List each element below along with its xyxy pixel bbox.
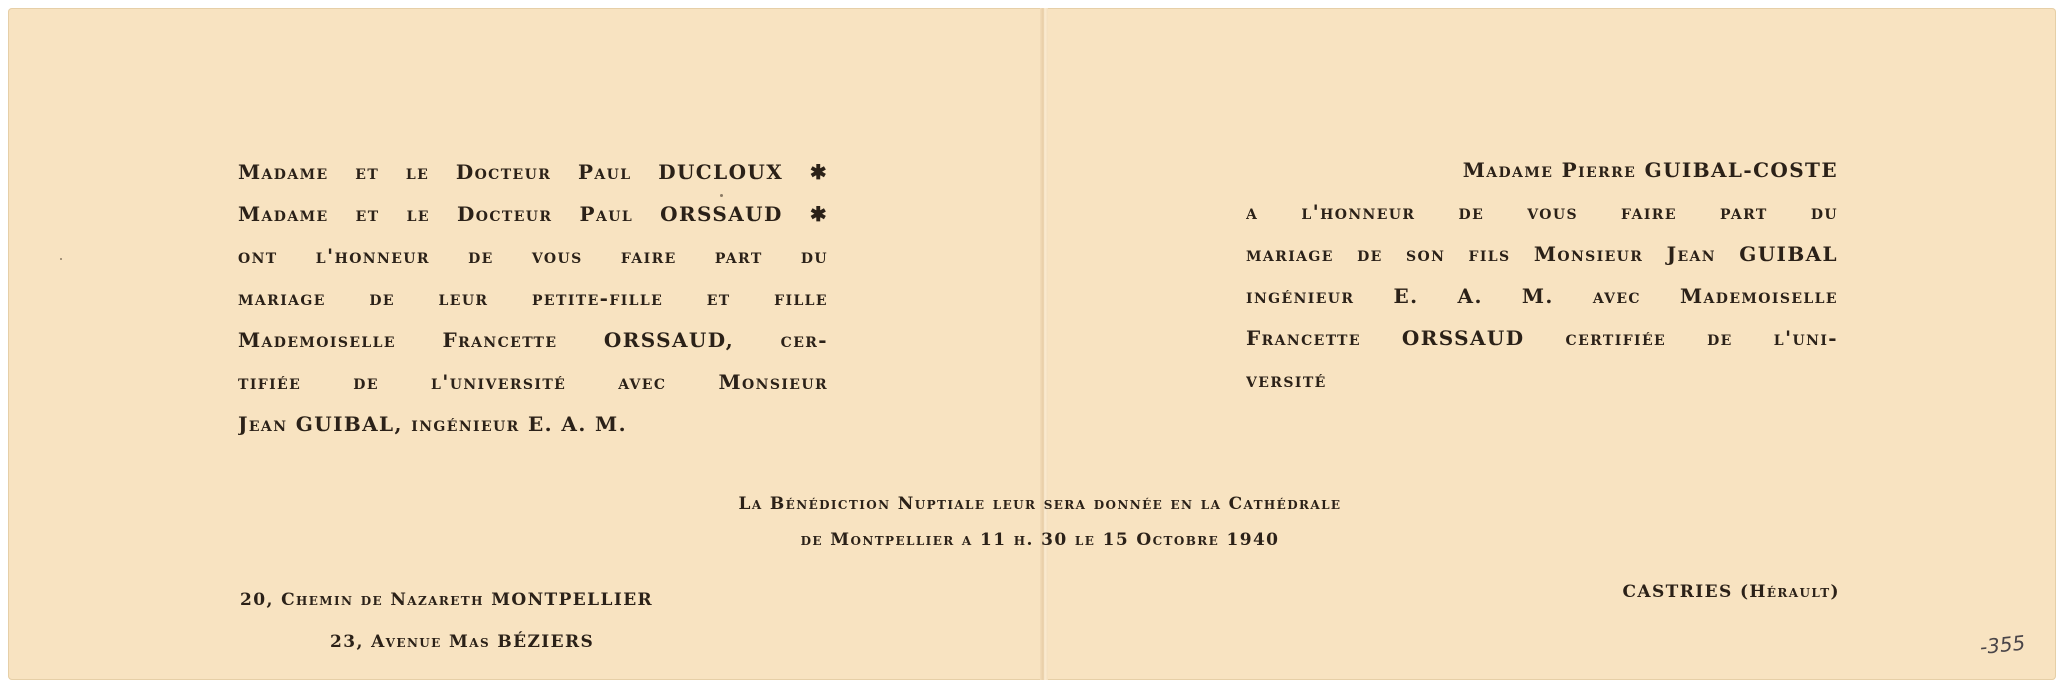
ceremony-line-2: de Montpellier a 11 h. 30 le 15 Octobre 1940: [800, 530, 1280, 550]
address-beziers: 23, Avenue Mas BÉZIERS: [330, 632, 595, 652]
ceremony-details: [700, 486, 1380, 566]
address-montpellier: 20, Chemin de Nazareth MONTPELLIER: [240, 590, 654, 610]
printer-mark: [980, 670, 1110, 682]
left-line-6: tifiée de l'université avec Monsieur: [238, 370, 828, 394]
right-line-1: Madame Pierre GUIBAL-COSTE: [1462, 158, 1838, 182]
right-line-5: Francette ORSSAUD certifiée de l'uni-: [1246, 326, 1838, 350]
left-line-1: Madame et le Docteur Paul DUCLOUX ✱: [238, 160, 828, 184]
left-line-5: Mademoiselle Francette ORSSAUD, cer-: [238, 328, 828, 352]
address-castries: CASTRIES (Hérault): [1622, 582, 1840, 602]
card-fold: [1040, 8, 1048, 680]
left-announcement: [238, 152, 828, 442]
right-line-4: ingénieur E. A. M. avec Mademoiselle: [1246, 284, 1838, 308]
paper-speck: [720, 194, 723, 197]
paper-speck: [60, 258, 62, 260]
right-line-2: a l'honneur de vous faire part du: [1246, 200, 1838, 224]
left-line-3: ont l'honneur de vous faire part du: [238, 244, 828, 268]
right-announcement: [1246, 150, 1838, 400]
right-line-3: mariage de son fils Monsieur Jean GUIBAL: [1246, 242, 1838, 266]
groom-family-address: [1560, 572, 1840, 608]
ceremony-line-1: La Bénédiction Nuptiale leur sera donnée en la Cathédrale: [738, 494, 1342, 514]
left-line-7: Jean GUIBAL, ingénieur E. A. M.: [238, 412, 627, 436]
bride-family-addresses: [240, 580, 700, 660]
right-line-6: versité: [1246, 368, 1327, 392]
archive-number: -355: [1978, 630, 2027, 660]
left-line-2: Madame et le Docteur Paul ORSSAUD ✱: [238, 202, 828, 226]
left-line-4: mariage de leur petite-fille et fille: [238, 286, 828, 310]
